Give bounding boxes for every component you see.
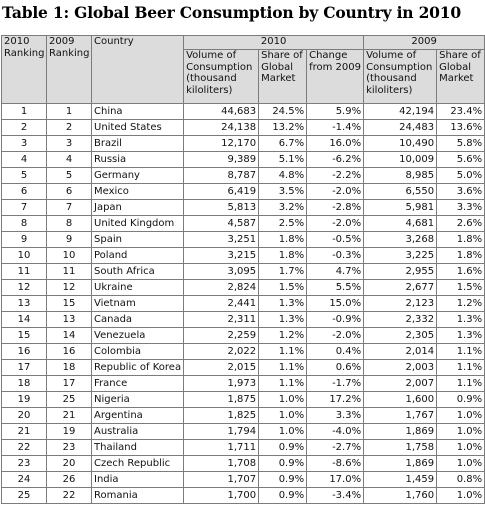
volume-2010-cell: 1,707 xyxy=(184,472,259,488)
share-2009-cell: 1.3% xyxy=(437,312,485,328)
rank-2010-cell: 19 xyxy=(2,392,47,408)
share-2010-cell: 1.3% xyxy=(259,312,307,328)
share-2009-cell: 1.6% xyxy=(437,264,485,280)
table-row xyxy=(2,408,485,424)
rank-2009-cell: 13 xyxy=(47,312,92,328)
rank-2010-cell: 21 xyxy=(2,424,47,440)
volume-2010-cell: 4,587 xyxy=(184,216,259,232)
change-2010-cell: 17.0% xyxy=(307,472,364,488)
share-2009-cell: 23.4% xyxy=(437,104,485,120)
change-2010-cell: -8.6% xyxy=(307,456,364,472)
share-2010-cell: 6.7% xyxy=(259,136,307,152)
rank-2009-cell: 26 xyxy=(47,472,92,488)
volume-2010-cell: 1,708 xyxy=(184,456,259,472)
volume-2010-cell: 2,015 xyxy=(184,360,259,376)
rank-2010-cell: 11 xyxy=(2,264,47,280)
share-2009-cell: 1.0% xyxy=(437,424,485,440)
rank-2010-cell: 22 xyxy=(2,440,47,456)
change-2010-cell: 5.5% xyxy=(307,280,364,296)
rank-2010-cell: 10 xyxy=(2,248,47,264)
country-cell: Mexico xyxy=(92,184,184,200)
rank-2009-cell: 17 xyxy=(47,376,92,392)
volume-2010-cell: 2,824 xyxy=(184,280,259,296)
table-row xyxy=(2,440,485,456)
volume-2009-cell: 3,268 xyxy=(364,232,437,248)
volume-2010-cell: 3,251 xyxy=(184,232,259,248)
share-2010-cell: 0.9% xyxy=(259,440,307,456)
share-2010-cell: 0.9% xyxy=(259,456,307,472)
rank-2010-cell: 25 xyxy=(2,488,47,504)
rank-2010-cell: 16 xyxy=(2,344,47,360)
volume-2009-cell: 3,225 xyxy=(364,248,437,264)
table-row xyxy=(2,472,485,488)
volume-2010-cell: 5,813 xyxy=(184,200,259,216)
volume-2009-cell: 10,490 xyxy=(364,136,437,152)
share-2009-cell: 5.0% xyxy=(437,168,485,184)
rank-2010-cell: 12 xyxy=(2,280,47,296)
header-volume-2010: Volume of Consumption (thousand kiloliters) xyxy=(184,50,259,104)
share-2010-cell: 24.5% xyxy=(259,104,307,120)
share-2009-cell: 3.3% xyxy=(437,200,485,216)
share-2010-cell: 1.3% xyxy=(259,296,307,312)
change-2010-cell: -3.4% xyxy=(307,488,364,504)
country-cell: France xyxy=(92,376,184,392)
change-2010-cell: -2.7% xyxy=(307,440,364,456)
volume-2009-cell: 2,332 xyxy=(364,312,437,328)
share-2010-cell: 1.1% xyxy=(259,360,307,376)
table-row xyxy=(2,360,485,376)
rank-2010-cell: 17 xyxy=(2,360,47,376)
volume-2009-cell: 2,014 xyxy=(364,344,437,360)
volume-2009-cell: 1,767 xyxy=(364,408,437,424)
header-change-2010: Change from 2009 xyxy=(307,50,364,104)
volume-2010-cell: 9,389 xyxy=(184,152,259,168)
share-2010-cell: 1.0% xyxy=(259,408,307,424)
rank-2010-cell: 18 xyxy=(2,376,47,392)
volume-2009-cell: 2,007 xyxy=(364,376,437,392)
share-2009-cell: 1.1% xyxy=(437,376,485,392)
rank-2009-cell: 8 xyxy=(47,216,92,232)
header-2009-ranking: 2009 Ranking xyxy=(47,36,92,104)
volume-2010-cell: 24,138 xyxy=(184,120,259,136)
rank-2010-cell: 24 xyxy=(2,472,47,488)
share-2009-cell: 5.6% xyxy=(437,152,485,168)
table-row xyxy=(2,184,485,200)
table-row xyxy=(2,312,485,328)
volume-2010-cell: 1,700 xyxy=(184,488,259,504)
rank-2009-cell: 1 xyxy=(47,104,92,120)
share-2009-cell: 3.6% xyxy=(437,184,485,200)
rank-2009-cell: 15 xyxy=(47,296,92,312)
rank-2009-cell: 18 xyxy=(47,360,92,376)
rank-2010-cell: 5 xyxy=(2,168,47,184)
change-2010-cell: -2.0% xyxy=(307,216,364,232)
volume-2010-cell: 8,787 xyxy=(184,168,259,184)
table-body xyxy=(2,104,485,504)
table-row xyxy=(2,136,485,152)
table-row xyxy=(2,280,485,296)
change-2010-cell: -2.0% xyxy=(307,328,364,344)
share-2009-cell: 13.6% xyxy=(437,120,485,136)
share-2010-cell: 5.1% xyxy=(259,152,307,168)
change-2010-cell: 15.0% xyxy=(307,296,364,312)
rank-2010-cell: 13 xyxy=(2,296,47,312)
volume-2010-cell: 1,711 xyxy=(184,440,259,456)
header-country: Country xyxy=(92,36,184,104)
header-share-2009: Share of Global Market xyxy=(437,50,485,104)
rank-2010-cell: 15 xyxy=(2,328,47,344)
country-cell: South Africa xyxy=(92,264,184,280)
share-2009-cell: 1.8% xyxy=(437,248,485,264)
table-row xyxy=(2,344,485,360)
change-2010-cell: -4.0% xyxy=(307,424,364,440)
rank-2010-cell: 20 xyxy=(2,408,47,424)
country-cell: Thailand xyxy=(92,440,184,456)
country-cell: Argentina xyxy=(92,408,184,424)
table-row xyxy=(2,376,485,392)
country-cell: Australia xyxy=(92,424,184,440)
rank-2009-cell: 21 xyxy=(47,408,92,424)
volume-2009-cell: 4,681 xyxy=(364,216,437,232)
volume-2010-cell: 1,825 xyxy=(184,408,259,424)
share-2010-cell: 1.0% xyxy=(259,392,307,408)
volume-2010-cell: 2,022 xyxy=(184,344,259,360)
share-2009-cell: 1.0% xyxy=(437,440,485,456)
share-2010-cell: 0.9% xyxy=(259,472,307,488)
country-cell: Romania xyxy=(92,488,184,504)
beer-consumption-table xyxy=(1,35,485,504)
change-2010-cell: -6.2% xyxy=(307,152,364,168)
rank-2009-cell: 25 xyxy=(47,392,92,408)
volume-2010-cell: 3,095 xyxy=(184,264,259,280)
table-row xyxy=(2,264,485,280)
share-2009-cell: 1.1% xyxy=(437,344,485,360)
volume-2010-cell: 6,419 xyxy=(184,184,259,200)
rank-2009-cell: 12 xyxy=(47,280,92,296)
share-2010-cell: 13.2% xyxy=(259,120,307,136)
country-cell: Czech Republic xyxy=(92,456,184,472)
table-row xyxy=(2,248,485,264)
rank-2010-cell: 14 xyxy=(2,312,47,328)
rank-2009-cell: 22 xyxy=(47,488,92,504)
table-row xyxy=(2,120,485,136)
share-2010-cell: 4.8% xyxy=(259,168,307,184)
volume-2010-cell: 1,794 xyxy=(184,424,259,440)
volume-2009-cell: 1,758 xyxy=(364,440,437,456)
volume-2010-cell: 3,215 xyxy=(184,248,259,264)
header-row-top xyxy=(2,36,485,50)
rank-2009-cell: 11 xyxy=(47,264,92,280)
country-cell: Japan xyxy=(92,200,184,216)
share-2010-cell: 1.8% xyxy=(259,248,307,264)
share-2010-cell: 1.1% xyxy=(259,376,307,392)
country-cell: United Kingdom xyxy=(92,216,184,232)
change-2010-cell: 4.7% xyxy=(307,264,364,280)
volume-2009-cell: 2,955 xyxy=(364,264,437,280)
volume-2010-cell: 1,875 xyxy=(184,392,259,408)
share-2009-cell: 1.0% xyxy=(437,408,485,424)
table-row xyxy=(2,424,485,440)
share-2009-cell: 1.3% xyxy=(437,328,485,344)
table-row xyxy=(2,200,485,216)
change-2010-cell: -2.2% xyxy=(307,168,364,184)
share-2009-cell: 0.8% xyxy=(437,472,485,488)
volume-2009-cell: 8,985 xyxy=(364,168,437,184)
volume-2009-cell: 2,677 xyxy=(364,280,437,296)
country-cell: China xyxy=(92,104,184,120)
table-row xyxy=(2,488,485,504)
table-row xyxy=(2,328,485,344)
rank-2010-cell: 4 xyxy=(2,152,47,168)
volume-2009-cell: 10,009 xyxy=(364,152,437,168)
volume-2009-cell: 42,194 xyxy=(364,104,437,120)
change-2010-cell: -1.4% xyxy=(307,120,364,136)
country-cell: Vietnam xyxy=(92,296,184,312)
volume-2009-cell: 2,305 xyxy=(364,328,437,344)
share-2009-cell: 1.5% xyxy=(437,280,485,296)
volume-2009-cell: 6,550 xyxy=(364,184,437,200)
header-year-2009: 2009 xyxy=(364,36,485,50)
change-2010-cell: -0.3% xyxy=(307,248,364,264)
volume-2010-cell: 2,259 xyxy=(184,328,259,344)
share-2009-cell: 1.2% xyxy=(437,296,485,312)
volume-2009-cell: 1,459 xyxy=(364,472,437,488)
share-2009-cell: 5.8% xyxy=(437,136,485,152)
change-2010-cell: -2.8% xyxy=(307,200,364,216)
volume-2009-cell: 2,123 xyxy=(364,296,437,312)
table-row xyxy=(2,216,485,232)
country-cell: Ukraine xyxy=(92,280,184,296)
rank-2009-cell: 7 xyxy=(47,200,92,216)
rank-2009-cell: 14 xyxy=(47,328,92,344)
rank-2009-cell: 16 xyxy=(47,344,92,360)
rank-2009-cell: 2 xyxy=(47,120,92,136)
table-row xyxy=(2,168,485,184)
share-2009-cell: 1.0% xyxy=(437,488,485,504)
share-2010-cell: 1.8% xyxy=(259,232,307,248)
table-title: Table 1: Global Beer Consumption by Country in 2010 xyxy=(2,3,461,22)
change-2010-cell: 5.9% xyxy=(307,104,364,120)
volume-2010-cell: 2,441 xyxy=(184,296,259,312)
header-share-2010: Share of Global Market xyxy=(259,50,307,104)
country-cell: Spain xyxy=(92,232,184,248)
rank-2010-cell: 9 xyxy=(2,232,47,248)
change-2010-cell: 16.0% xyxy=(307,136,364,152)
share-2010-cell: 1.5% xyxy=(259,280,307,296)
header-2010-ranking: 2010 Ranking xyxy=(2,36,47,104)
share-2009-cell: 1.0% xyxy=(437,456,485,472)
volume-2009-cell: 24,483 xyxy=(364,120,437,136)
table-row xyxy=(2,296,485,312)
change-2010-cell: -1.7% xyxy=(307,376,364,392)
share-2009-cell: 1.8% xyxy=(437,232,485,248)
change-2010-cell: -0.5% xyxy=(307,232,364,248)
table-row xyxy=(2,104,485,120)
change-2010-cell: 0.4% xyxy=(307,344,364,360)
rank-2010-cell: 7 xyxy=(2,200,47,216)
country-cell: Poland xyxy=(92,248,184,264)
share-2009-cell: 1.1% xyxy=(437,360,485,376)
table-row xyxy=(2,232,485,248)
share-2010-cell: 1.0% xyxy=(259,424,307,440)
rank-2009-cell: 23 xyxy=(47,440,92,456)
volume-2009-cell: 1,600 xyxy=(364,392,437,408)
country-cell: Germany xyxy=(92,168,184,184)
table-row xyxy=(2,456,485,472)
change-2010-cell: -0.9% xyxy=(307,312,364,328)
rank-2009-cell: 19 xyxy=(47,424,92,440)
volume-2010-cell: 1,973 xyxy=(184,376,259,392)
rank-2010-cell: 23 xyxy=(2,456,47,472)
rank-2009-cell: 4 xyxy=(47,152,92,168)
volume-2009-cell: 5,981 xyxy=(364,200,437,216)
rank-2010-cell: 6 xyxy=(2,184,47,200)
rank-2010-cell: 3 xyxy=(2,136,47,152)
share-2010-cell: 3.5% xyxy=(259,184,307,200)
share-2010-cell: 3.2% xyxy=(259,200,307,216)
share-2010-cell: 0.9% xyxy=(259,488,307,504)
volume-2009-cell: 1,760 xyxy=(364,488,437,504)
rank-2009-cell: 5 xyxy=(47,168,92,184)
share-2009-cell: 0.9% xyxy=(437,392,485,408)
share-2010-cell: 1.1% xyxy=(259,344,307,360)
volume-2009-cell: 1,869 xyxy=(364,456,437,472)
rank-2009-cell: 6 xyxy=(47,184,92,200)
country-cell: India xyxy=(92,472,184,488)
volume-2010-cell: 12,170 xyxy=(184,136,259,152)
table-row xyxy=(2,392,485,408)
share-2009-cell: 2.6% xyxy=(437,216,485,232)
country-cell: Republic of Korea xyxy=(92,360,184,376)
share-2010-cell: 2.5% xyxy=(259,216,307,232)
volume-2010-cell: 2,311 xyxy=(184,312,259,328)
change-2010-cell: -2.0% xyxy=(307,184,364,200)
change-2010-cell: 0.6% xyxy=(307,360,364,376)
change-2010-cell: 17.2% xyxy=(307,392,364,408)
volume-2009-cell: 2,003 xyxy=(364,360,437,376)
country-cell: Russia xyxy=(92,152,184,168)
table-row xyxy=(2,152,485,168)
change-2010-cell: 3.3% xyxy=(307,408,364,424)
rank-2009-cell: 3 xyxy=(47,136,92,152)
country-cell: Venezuela xyxy=(92,328,184,344)
volume-2009-cell: 1,869 xyxy=(364,424,437,440)
header-volume-2009: Volume of Consumption (thousand kiloliters) xyxy=(364,50,437,104)
rank-2010-cell: 8 xyxy=(2,216,47,232)
country-cell: Brazil xyxy=(92,136,184,152)
country-cell: Colombia xyxy=(92,344,184,360)
share-2010-cell: 1.7% xyxy=(259,264,307,280)
rank-2010-cell: 2 xyxy=(2,120,47,136)
header-year-2010: 2010 xyxy=(184,36,364,50)
rank-2009-cell: 9 xyxy=(47,232,92,248)
rank-2009-cell: 10 xyxy=(47,248,92,264)
rank-2010-cell: 1 xyxy=(2,104,47,120)
country-cell: United States xyxy=(92,120,184,136)
share-2010-cell: 1.2% xyxy=(259,328,307,344)
volume-2010-cell: 44,683 xyxy=(184,104,259,120)
country-cell: Canada xyxy=(92,312,184,328)
country-cell: Nigeria xyxy=(92,392,184,408)
rank-2009-cell: 20 xyxy=(47,456,92,472)
